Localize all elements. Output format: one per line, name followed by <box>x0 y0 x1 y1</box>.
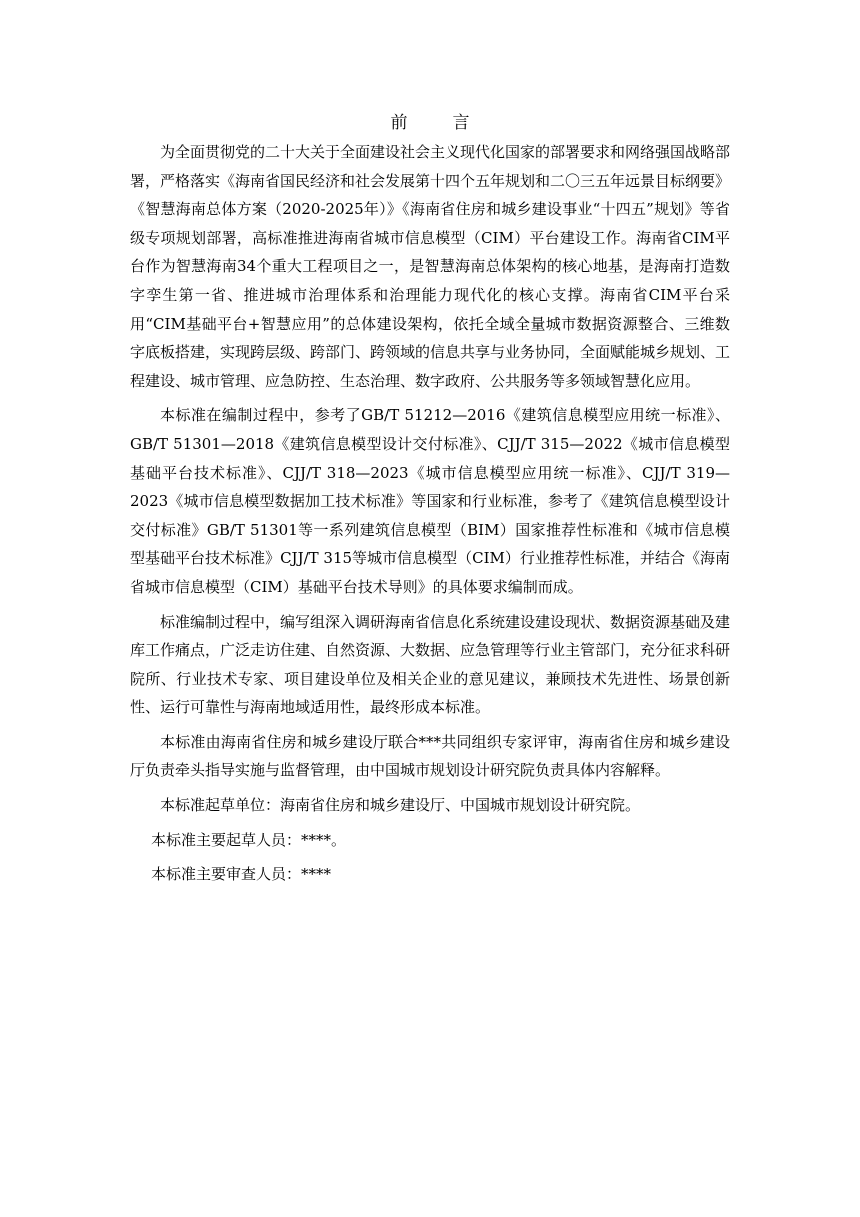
paragraph-references: 本标准在编制过程中，参考了GB/T 51212—2016《建筑信息模型应用统一标准》、GB/T 51301—2018《建筑信息模型设计交付标准》、CJJ/T 315—2022《城市信息模型基础平台技术标准》、CJJ/T 318—2023《城市信息模型应用统一标准》、CJJ/T 319—2023《城市信息模型数据加工技术标准》等国家和行业标准，参考了《建筑信息模型设计交付标准》GB/T 51301等一系列建筑信息模型（BIM）国家推荐性标准和《城市信息模型基础平台技术标准》CJJ/T 315等城市信息模型（CIM）行业推荐性标准，并结合《海南省城市信息模型（CIM）基础平台技术导则》的具体要求编制而成。 <box>130 406 730 596</box>
document-page <box>130 110 730 895</box>
paragraph-reviewers: 本标准主要审查人员：**** <box>151 865 332 884</box>
paragraph-process: 标准编制过程中，编写组深入调研海南省信息化系统建设建设现状、数据资源基础及建库工作痛点，广泛走访住建、自然资源、大数据、应急管理等行业主管部门，充分征求科研院所、行业技术专家、项目建设单位及相关企业的意见建议，兼顾技术先进性、场景创新性、运行可靠性与海南地域适用性，最终形成本标准。 <box>130 612 731 717</box>
paragraph-background: 为全面贯彻党的二十大关于全面建设社会主义现代化国家的部署要求和网络强国战略部署，严格落实《海南省国民经济和社会发展第十四个五年规划和二〇三五年远景目标纲要》《智慧海南总体方案（2020-2025年）》《海南省住房和城乡建设事业“十四五”规划》等省级专项规划部署，高标准推进海南省城市信息模型（CIM）平台建设工作。海南省CIM平台作为智慧海南34个重大工程项目之一，是智慧海南总体架构的核心地基，是海南打造数字孪生第一省、推进城市治理体系和治理能力现代化的核心支撑。海南省CIM平台采用“CIM基础平台+智慧应用”的总体建设架构，依托全域全量城市数据资源整合、三维数字底板搭建，实现跨层级、跨部门、跨领域的信息共享与业务协同，全面赋能城乡规划、工程建设、城市管理、应急防控、生态治理、数字政府、公共服务等多领域智慧化应用。 <box>130 143 731 390</box>
paragraph-drafting-units: 本标准起草单位：海南省住房和城乡建设厅、中国城市规划设计研究院。 <box>160 796 641 815</box>
page-title: 前 言 <box>390 113 484 133</box>
paragraph-drafters: 本标准主要起草人员：****。 <box>151 830 347 849</box>
paragraph-review: 本标准由海南省住房和城乡建设厅联合***共同组织专家评审，海南省住房和城乡建设厅负责牵头指导实施与监督管理，由中国城市规划设计研究院负责具体内容解释。 <box>130 732 730 780</box>
